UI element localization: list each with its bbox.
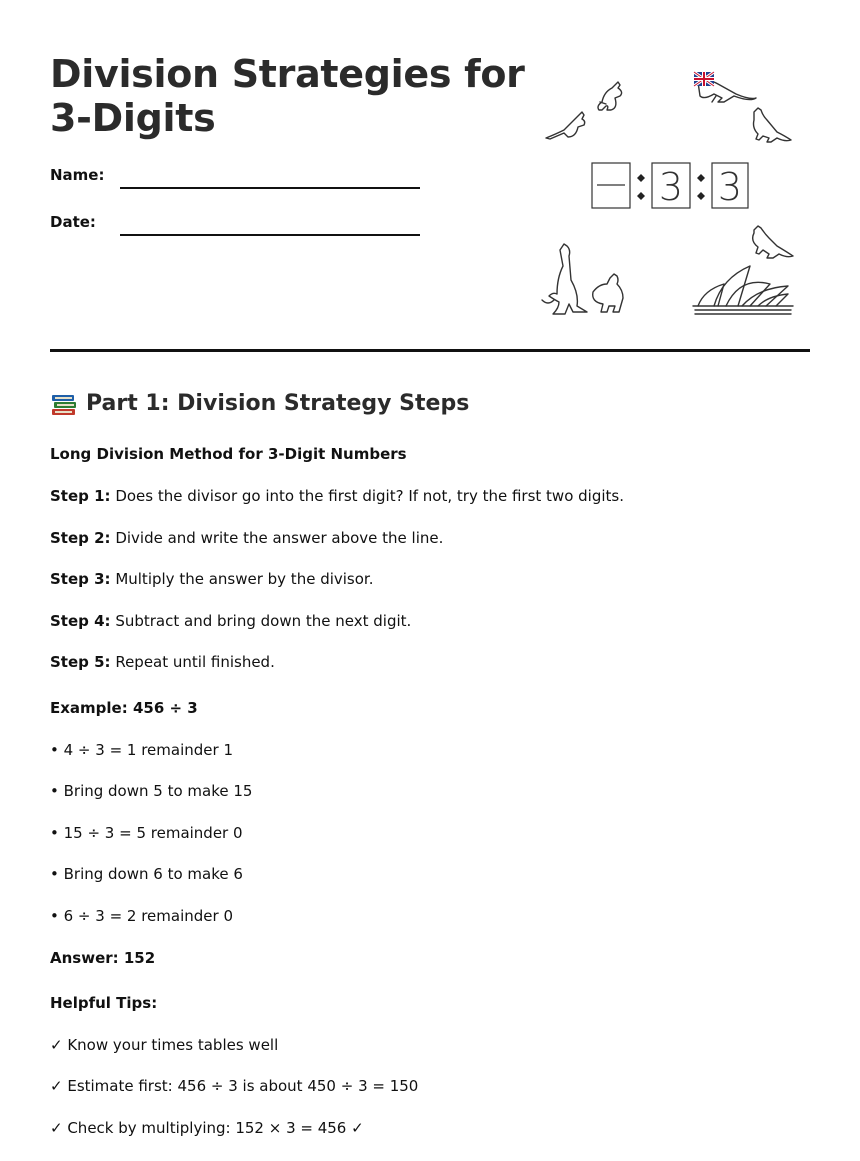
example-title: Example: 456 ÷ 3 <box>50 699 198 717</box>
tip-item: ✓ Estimate first: 456 ÷ 3 is about 450 ÷ 3 = 150 <box>50 1077 419 1095</box>
date-field[interactable] <box>120 234 420 236</box>
step-text: Divide and write the answer above the line. <box>110 529 444 547</box>
section-heading <box>50 388 469 420</box>
example-line: • 6 ÷ 3 = 2 remainder 0 <box>50 907 233 925</box>
header-illustration <box>530 60 810 322</box>
kangaroo-icon <box>598 82 622 110</box>
date-label: Date: <box>50 213 96 231</box>
step-label: Step 4: <box>50 612 111 630</box>
tip-item: ✓ Know your times tables well <box>50 1036 279 1054</box>
kangaroo-icon <box>546 112 585 139</box>
step-label: Step 5: <box>50 653 111 671</box>
digit-box-2: 3 <box>658 165 684 209</box>
kangaroo-icon <box>593 274 623 312</box>
answer: Answer: 152 <box>50 949 156 967</box>
section-divider <box>50 349 810 352</box>
step-4 <box>50 612 411 630</box>
step-label: Step 3: <box>50 570 111 588</box>
section-title: Part 1: Division Strategy Steps <box>86 391 470 416</box>
example-line: • 4 ÷ 3 = 1 remainder 1 <box>50 741 233 759</box>
step-2 <box>50 529 443 547</box>
digit-box-3: 3 <box>717 165 743 209</box>
example-line: • Bring down 5 to make 15 <box>50 782 253 800</box>
kangaroo-icon <box>754 108 792 142</box>
tips-title: Helpful Tips: <box>50 994 158 1012</box>
step-label: Step 2: <box>50 529 111 547</box>
step-5 <box>50 653 275 671</box>
example-line: • 15 ÷ 3 = 5 remainder 0 <box>50 824 243 842</box>
kangaroo-icon <box>753 226 793 258</box>
step-1 <box>50 487 624 505</box>
kangaroo-icon <box>542 244 587 314</box>
method-title: Long Division Method for 3-Digit Numbers <box>50 445 407 463</box>
books-icon <box>50 390 78 418</box>
uk-flag-icon <box>694 72 714 86</box>
worksheet-title <box>50 52 525 140</box>
example-line: • Bring down 6 to make 6 <box>50 865 243 883</box>
name-field[interactable] <box>120 187 420 189</box>
step-text: Does the divisor go into the first digit? If not, try the first two digits. <box>110 487 624 505</box>
step-text: Subtract and bring down the next digit. <box>110 612 412 630</box>
step-3 <box>50 570 373 588</box>
title-line-2: 3-Digits <box>50 96 216 140</box>
step-text: Repeat until finished. <box>110 653 275 671</box>
tip-item: ✓ Check by multiplying: 152 × 3 = 456 ✓ <box>50 1119 364 1137</box>
step-label: Step 1: <box>50 487 111 505</box>
step-text: Multiply the answer by the divisor. <box>110 570 374 588</box>
digit-puzzle <box>592 163 748 209</box>
opera-house-icon <box>693 266 793 314</box>
title-line-1: Division Strategies for <box>50 52 525 96</box>
name-label: Name: <box>50 166 105 184</box>
